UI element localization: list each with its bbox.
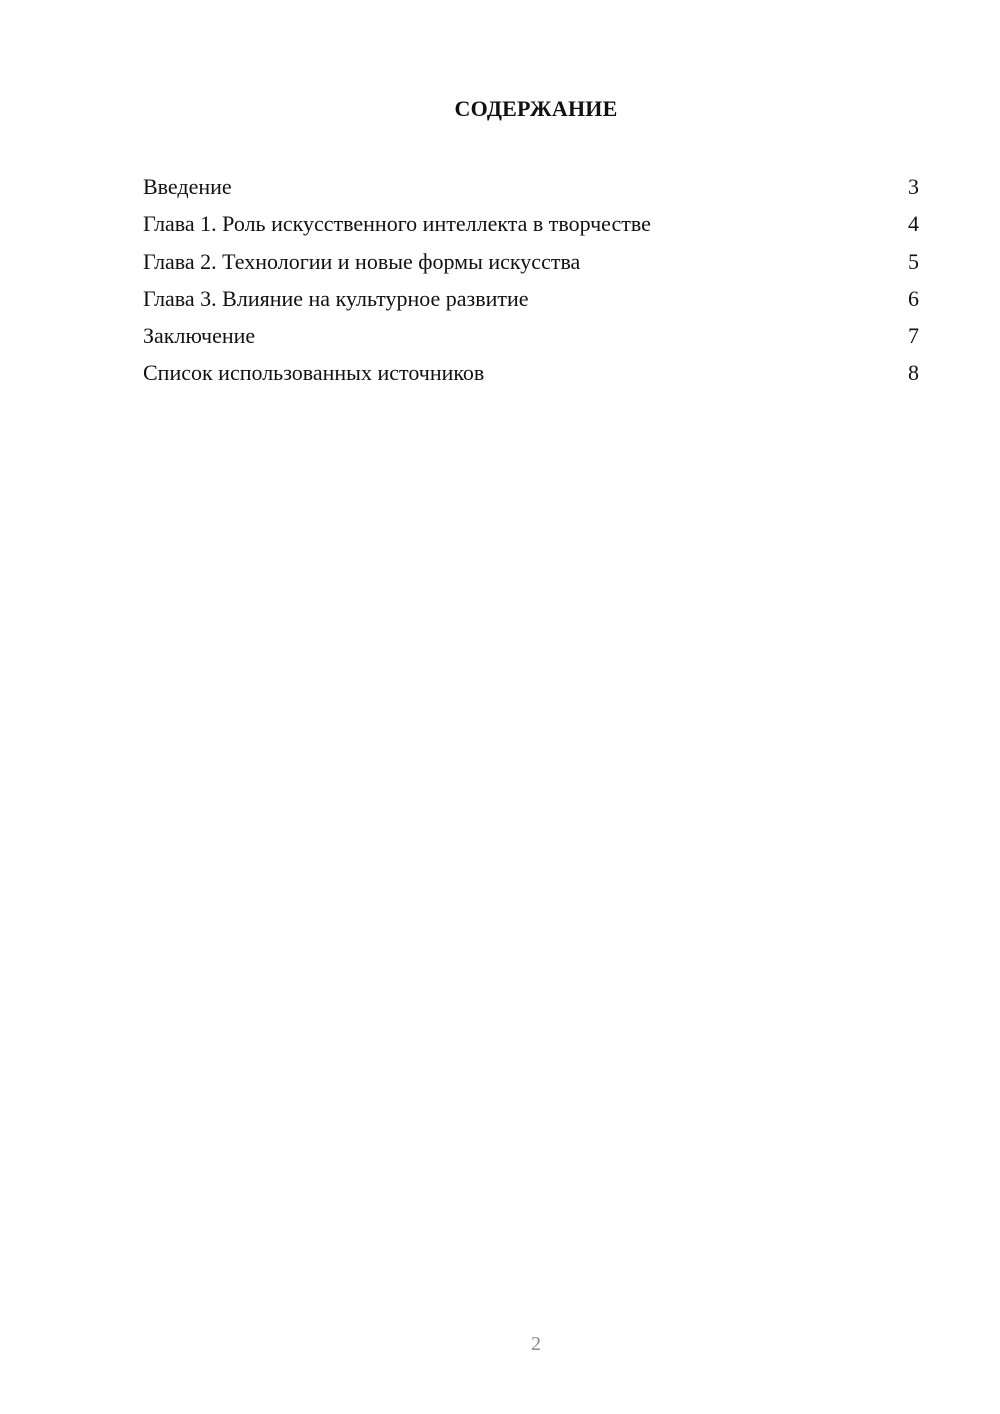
toc-entry[interactable] [143, 354, 919, 391]
toc-entry[interactable] [143, 168, 919, 205]
table-of-contents [143, 168, 919, 392]
toc-entry[interactable] [143, 280, 919, 317]
toc-entry-page: 8 [908, 360, 919, 386]
toc-entry[interactable] [143, 317, 919, 354]
toc-entry[interactable] [143, 205, 919, 242]
toc-entry-title: Глава 1. Роль искусственного интеллекта в творчестве [143, 211, 651, 237]
toc-entry-page: 5 [908, 248, 919, 274]
toc-entry-title: Введение [143, 174, 232, 199]
toc-entry[interactable] [143, 243, 919, 280]
toc-entry-page: 3 [908, 174, 919, 199]
toc-entry-page: 6 [908, 285, 919, 311]
toc-entry-page: 7 [908, 323, 919, 349]
toc-entry-title: Глава 2. Технологии и новые формы искусства [143, 248, 581, 274]
page-title: СОДЕРЖАНИЕ [454, 96, 618, 121]
toc-entry-title: Заключение [143, 323, 256, 349]
toc-entry-page: 4 [908, 211, 919, 237]
toc-entry-title: Список использованных источников [143, 360, 485, 386]
page-number: 2 [531, 1333, 541, 1355]
toc-entry-title: Глава 3. Влияние на культурное развитие [143, 285, 529, 311]
